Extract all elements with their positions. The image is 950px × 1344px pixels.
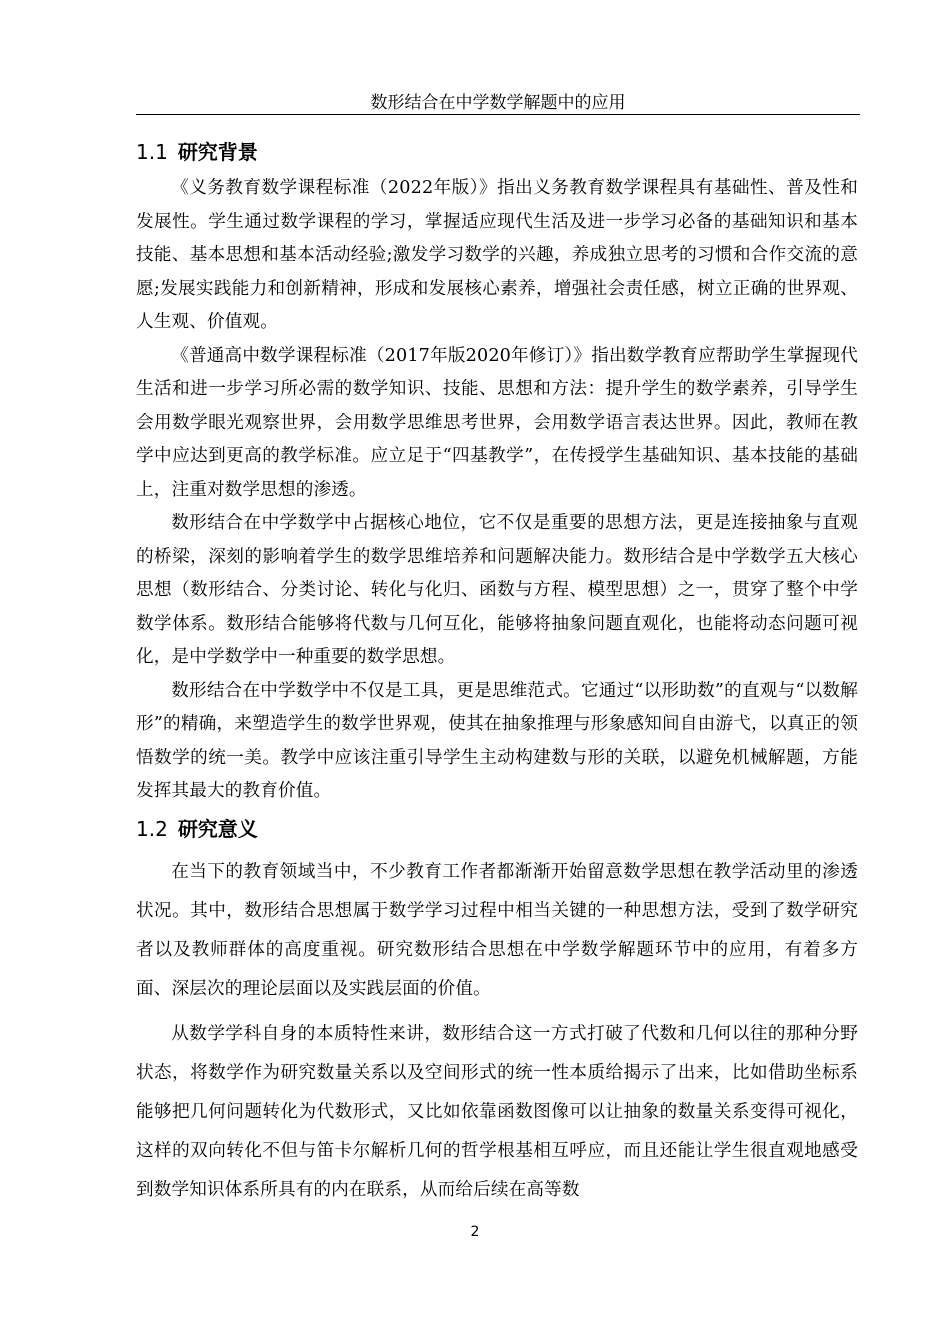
section-number: 1.2 <box>136 816 168 841</box>
section-title: 研究意义 <box>177 816 258 841</box>
paragraph: 在当下的教育领域当中，不少教育工作者都渐渐开始留意数学思想在教学活动里的渗透状况。其中，数形结合思想属于数学学习过程中相当关键的一种思想方法，受到了数学研究者以及教师群体的高度重视。研究数形结合思想在中学数学解题环节中的应用，有着多方面、深层次的理论层面以及实践层面的价值。 <box>136 861 858 999</box>
main-content <box>136 134 858 1210</box>
running-header-title: 数形结合在中学数学解题中的应用 <box>370 93 626 113</box>
paragraph: 《义务教育数学课程标准（2022年版）》指出义务教育数学课程具有基础性、普及性和发展性。学生通过数学课程的学习，掌握适应现代生活及进一步学习必备的基础知识和基本技能、基本思想和基本活动经验;激发学习数学的兴趣，养成独立思考的习惯和合作交流的意愿;发展实践能力和创新精神，形成和发展核心素养，增强社会责任感，树立正确的世界观、人生观、价值观。 <box>136 178 858 332</box>
section-heading-significance <box>136 811 858 847</box>
page-number: 2 <box>470 1224 480 1240</box>
header-rule <box>136 114 860 115</box>
paragraph: 数形结合在中学数学中不仅是工具，更是思维范式。它通过“以形助数”的直观与“以数解形”的精确，来塑造学生的数学世界观，使其在抽象推理与形象感知间自由游弋，以真正的领悟数学的统一美。教学中应该注重引导学生主动构建数与形的关联，以避免机械解题，方能发挥其最大的教育价值。 <box>136 680 858 801</box>
paragraph: 数形结合在中学数学中占据核心地位，它不仅是重要的思想方法，更是连接抽象与直观的桥梁，深刻的影响着学生的数学思维培养和问题解决能力。数形结合是中学数学五大核心思想（数形结合、分类讨论、转化与化归、函数与方程、模型思想）之一，贯穿了整个中学数学体系。数形结合能够将代数与几何互化，能够将抽象问题直观化，也能将动态问题可视化，是中学数学中一种重要的数学思想。 <box>136 513 858 667</box>
paragraph: 从数学学科自身的本质特性来讲，数形结合这一方式打破了代数和几何以往的那种分野状态，将数学作为研究数量关系以及空间形式的统一性本质给揭示了出来，比如借助坐标系能够把几何问题转化为代数形式，又比如依靠函数图像可以让抽象的数量关系变得可视化，这样的双向转化不但与笛卡尔解析几何的哲学根基相互呼应，而且还能让学生很直观地感受到数学知识体系所具有的内在联系，从而给后续在高等数 <box>136 1023 858 1200</box>
section-number: 1.1 <box>136 140 168 164</box>
paragraph: 《普通高中数学课程标准（2017年版2020年修订）》指出数学教育应帮助学生掌握现代生活和进一步学习所必需的数学知识、技能、思想和方法：提升学生的数学素养，引导学生会用数学眼光观察世界，会用数学思维思考世界，会用数学语言表达世界。因此，教师在教学中应达到更高的教学标准。应立足于“四基教学”，在传授学生基础知识、基本技能的基础上，注重对数学思想的渗透。 <box>136 345 858 500</box>
section-heading-background <box>136 134 858 170</box>
section-title: 研究背景 <box>177 140 258 164</box>
